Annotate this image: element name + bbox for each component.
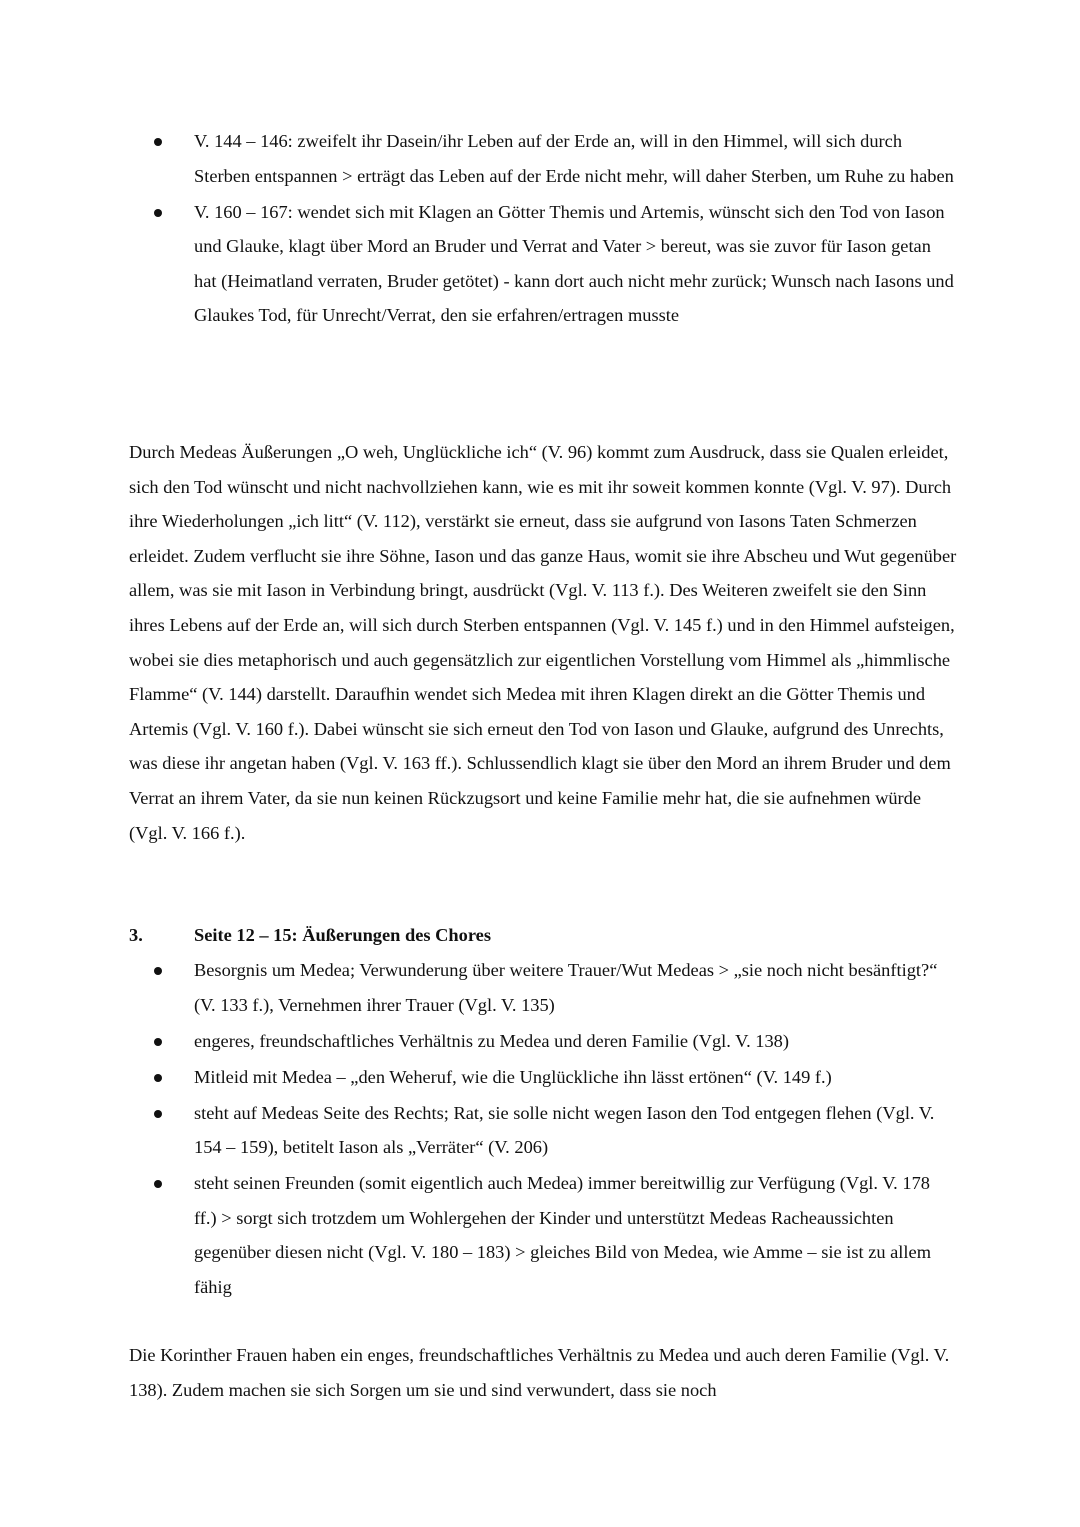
list-item [0,124,954,193]
paragraph-medea-analysis: Durch Medeas Äußerungen „O weh, Unglückliche ich“ (V. 96) kommt zum Ausdruck, dass sie Qualen erleidet, sich den Tod wünscht und nicht nachvollziehen kann, wie es mit ihr soweit kommen konnte (Vgl. V. 97). Durch ihre Wiederholungen „ich litt“ (V. 112), verstärkt sie erneut, dass sie aufgrund von Iasons Taten Schmerzen erleidet. Zudem verflucht sie ihre Söhne, Iason und das ganze Haus, womit sie ihre Abscheu und Wut gegenüber allem, was sie mit Iason in Verbindung bringt, ausdrückt (Vgl. V. 113 f.). Des Weiteren zweifelt sie den Sinn ihres Lebens auf der Erde an, will sich durch Sterben entspannen (Vgl. V. 145 f.) und in den Himmel aufsteigen, wobei sie dies metaphorisch und auch gegensätzlich zur eigentlichen Vorstellung vom Himmel als „himmlische Flamme“ (V. 144) darstellt. Daraufhin wendet sich Medea mit ihren Klagen direkt an die Götter Themis und Artemis (Vgl. V. 160 f.). Dabei wünscht sie sich erneut den Tod von Iason und Glauke, aufgrund des Unrechts, was diese ihr angetan haben (Vgl. V. 163 ff.). Schlussendlich klagt sie über den Mord an ihrem Bruder und dem Verrat an ihrem Vater, da sie nun keinen Rückzugsort und keine Familie mehr hat, die sie aufnehmen würde (Vgl. V. 166 f.). [129,442,957,843]
list-item [0,1024,954,1059]
bullet-icon [154,967,162,975]
bullet-icon [154,209,162,217]
list-item [0,1096,954,1165]
list-item [0,1060,954,1095]
section-title: Seite 12 – 15: Äußerungen des Chores [194,925,491,945]
section-number: 3. [129,925,143,945]
list-item [0,953,954,1022]
bullet-icon [154,138,162,146]
bullet-icon [154,1038,162,1046]
bullet-icon [154,1110,162,1118]
list-item-text: Mitleid mit Medea – „den Weheruf, wie die Unglückliche ihn lässt ertönen“ (V. 149 f.) [194,1066,832,1087]
bullet-icon [154,1074,162,1082]
list-item [0,1166,954,1304]
bullet-list-top [0,124,1080,334]
bullet-list-chorus [0,953,1080,1306]
list-item-text: steht seinen Freunden (somit eigentlich auch Medea) immer bereitwillig zur Verfügung (Vgl. V. 178 ff.) > sorgt sich trotzdem um Wohlergehen der Kinder und unterstützt Medeas Racheaussichten gegenüber diesen nicht (Vgl. V. 180 – 183) > gleiches Bild von Medea, wie Amme – sie ist zu allem fähig [194,1173,931,1297]
list-item-text: V. 160 – 167: wendet sich mit Klagen an Götter Themis und Artemis, wünscht sich den Tod von Iason und Glauke, klagt über Mord an Bruder und Verrat and Vater > bereut, was sie zuvor für Iason getan hat (Heimatland verraten, Bruder getötet) - kann dort auch nicht mehr zurück; Wunsch nach Iasons und Glaukes Tod, für Unrecht/Verrat, den sie erfahren/ertragen musste [194,201,954,326]
list-item-text: V. 144 – 146: zweifelt ihr Dasein/ihr Leben auf der Erde an, will in den Himmel, will sich durch Sterben entspannen > erträgt das Leben auf der Erde nicht mehr, will daher Sterben, um Ruhe zu haben [194,131,954,186]
bullet-icon [154,1180,162,1188]
list-item [0,195,954,333]
list-item-text: Besorgnis um Medea; Verwunderung über weitere Trauer/Wut Medeas > „sie noch nicht besänftigt?“ (V. 133 f.), Vernehmen ihrer Trauer (Vgl. V. 135) [194,960,938,1015]
paragraph-chorus-analysis: Die Korinther Frauen haben ein enges, freundschaftliches Verhältnis zu Medea und auch deren Familie (Vgl. V. 138). Zudem machen sie sich Sorgen um sie und sind verwundert, dass sie noch [129,1345,950,1400]
list-item-text: steht auf Medeas Seite des Rechts; Rat, sie solle nicht wegen Iason den Tod entgegen flehen (Vgl. V. 154 – 159), betitelt Iason als „Verräter“ (V. 206) [194,1102,935,1158]
list-item-text: engeres, freundschaftliches Verhältnis zu Medea und deren Familie (Vgl. V. 138) [194,1030,789,1051]
